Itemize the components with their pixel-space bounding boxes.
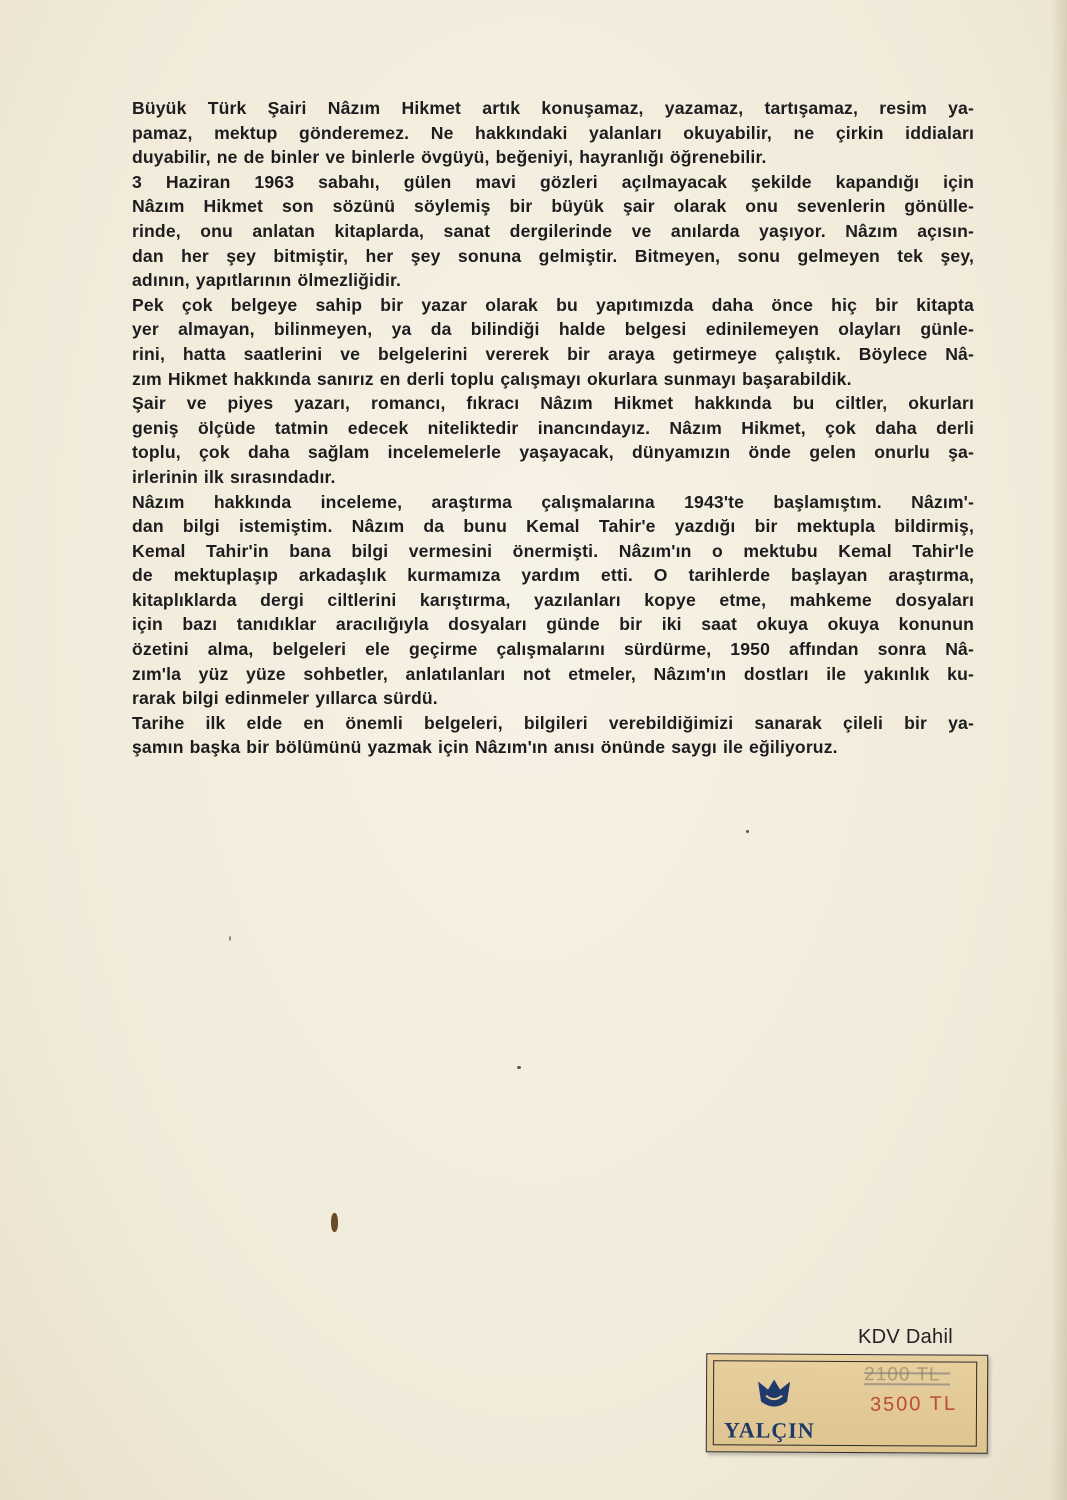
text-line: dan bilgi istemiştim. Nâzım da bunu Kemal Tahir'e yazdığı bir mektupla bildirmiş, (132, 516, 974, 537)
paragraph (132, 293, 974, 391)
paragraph (132, 490, 974, 711)
text-line: özetini alma, belgeleri ele geçirme çalışmalarını sürdürme, 1950 affından sonra Nâ- (132, 639, 974, 660)
stain-mark (331, 1213, 338, 1232)
text-line: de mektuplaşıp arkadaşlık kurmamıza yardım etti. O tarihlerde başlayan araştırma, (132, 565, 974, 586)
dust-speck (229, 936, 231, 941)
text-line: zım Hikmet hakkında sanırız en derli toplu çalışmayı okurlara sunmayı başarabildik. (132, 368, 852, 389)
text-line: Tarihe ilk elde en önemli belgeleri, bilgileri verebildiğimizi sanarak çileli bir ya- (132, 712, 974, 733)
page-edge-shadow (1051, 0, 1067, 1500)
text-line: için bazı tanıdıklar aracılığıyla dosyaları günde bir iki saat okuya okuya konunun (132, 614, 974, 635)
price-sticker (706, 1353, 989, 1453)
text-line: Nâzım hakkında inceleme, araştırma çalışmalarına 1943'te başlamıştım. Nâzım'- (132, 491, 974, 512)
paragraph (132, 711, 974, 760)
paragraph (132, 170, 974, 293)
text-line: zım'la yüz yüze sohbetler, anlatılanları not etmeler, Nâzım'ın dostları ile yakınlık ku- (132, 663, 974, 684)
text-line: Şair ve piyes yazarı, romancı, fıkracı Nâzım Hikmet hakkında bu ciltler, okurları (132, 393, 974, 414)
text-line: 3 Haziran 1963 sabahı, gülen mavi gözleri açılmayacak şekilde kapandığı için (132, 171, 974, 192)
text-line: geniş ölçüde tatmin edecek niteliktedir inancındayız. Nâzım Hikmet, çok daha derli (132, 417, 974, 438)
text-line: yer almayan, bilinmeyen, ya da bilindiği halde belgesi edinilemeyen olayları günle- (132, 319, 974, 340)
text-line: adının, yapıtlarının ölmezliğidir. (132, 270, 402, 291)
paragraph (132, 96, 974, 170)
publisher-name: YALÇIN (723, 1417, 815, 1443)
text-line: rinde, onu anlatan kitaplarda, sanat dergilerinde ve anılarda yaşıyor. Nâzım açısın- (132, 220, 974, 241)
blurb-text (132, 96, 974, 760)
tax-included-note: KDV Dahil (858, 1326, 953, 1348)
publisher-logo-icon (754, 1376, 794, 1414)
text-line: pamaz, mektup gönderemez. Ne hakkındaki yalanları okuyabilir, ne çirkin iddiaları (132, 122, 974, 143)
dust-speck (746, 830, 749, 833)
sticker-frame (713, 1360, 977, 1446)
text-line: Pek çok belgeye sahip bir yazar olarak bu yapıtımızda daha önce hiç bir kitapta (132, 294, 974, 315)
paragraph (132, 391, 974, 489)
text-line: duyabilir, ne de binler ve binlerle övgüyü, beğeniyi, hayranlığı öğrenebilir. (132, 147, 767, 168)
text-line: Kemal Tahir'in bana bilgi vermesini önermişti. Nâzım'ın o mektubu Kemal Tahir'le (132, 540, 974, 561)
text-line: kitaplıklarda dergi ciltlerini karıştırma, yazılanları kopye etme, mahkeme dosyaları (132, 589, 974, 610)
dust-speck (517, 1066, 521, 1069)
new-price: 3500 TL (869, 1392, 958, 1416)
text-line: rarak bilgi edinmeler yıllarca sürdü. (132, 688, 438, 709)
text-line: Nâzım Hikmet son sözünü söylemiş bir büyük şair olarak onu sevenlerin gönülle- (132, 196, 974, 217)
old-price-strikethrough (864, 1372, 950, 1385)
text-line: şamın başka bir bölümünü yazmak için Nâzım'ın anısı önünde saygı ile eğiliyoruz. (132, 737, 838, 758)
text-line: Büyük Türk Şairi Nâzım Hikmet artık konuşamaz, yazamaz, tartışamaz, resim ya- (132, 98, 974, 118)
text-line: toplu, çok daha sağlam incelemelerle yaşayacak, dünyamızın önde gelen onurlu şa- (132, 442, 974, 463)
text-line: rini, hatta saatlerini ve belgelerini vererek bir araya getirmeye çalıştık. Böylece Nâ- (132, 343, 974, 364)
text-line: dan her şey bitmiştir, her şey sonuna gelmiştir. Bitmeyen, sonu gelmeyen tek şey, (132, 245, 974, 266)
old-price: 2100 TL (864, 1364, 941, 1386)
text-line: irlerinin ilk sırasındadır. (132, 466, 336, 487)
